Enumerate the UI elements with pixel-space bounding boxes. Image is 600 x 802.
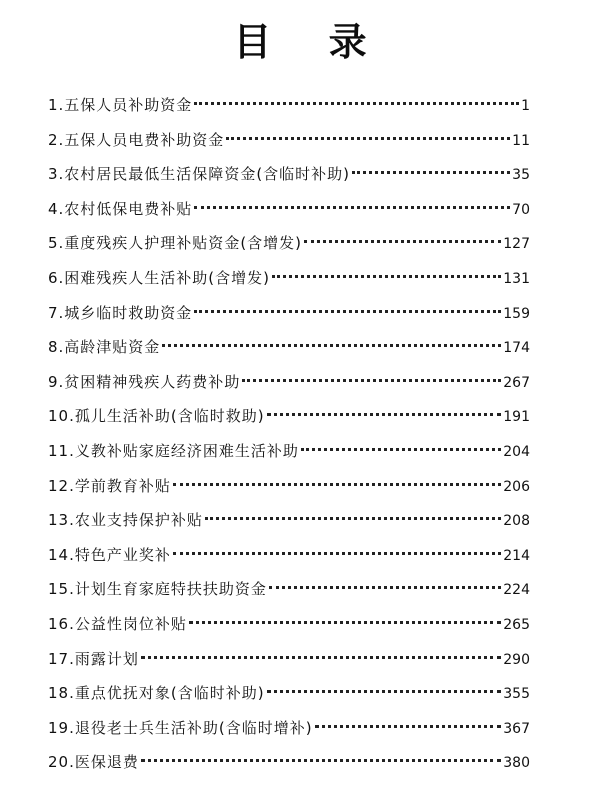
toc-entry-label: 9.贫困精神残疾人药费补助	[48, 372, 241, 391]
toc-entry-label: 19.退役老士兵生活补助(含临时增补)	[48, 718, 313, 737]
toc-entry	[48, 303, 530, 338]
toc-entry	[48, 649, 530, 684]
toc-leader-dots	[205, 517, 501, 520]
toc-leader-dots	[267, 413, 502, 416]
toc-leader-dots	[352, 171, 510, 174]
toc-entry	[48, 406, 530, 441]
table-of-contents	[48, 95, 530, 787]
toc-entry-page-number: 208	[503, 513, 530, 530]
toc-entry-page-number: 159	[503, 305, 530, 322]
toc-entry	[48, 164, 530, 199]
toc-entry-label: 13.农业支持保护补贴	[48, 511, 203, 530]
toc-entry-page-number: 1	[521, 98, 530, 114]
toc-leader-dots	[173, 552, 501, 555]
toc-entry	[48, 718, 530, 753]
page-title: 目 录	[233, 20, 389, 64]
toc-entry	[48, 268, 530, 303]
toc-entry-label: 5.重度残疾人护理补贴资金(含增发)	[48, 234, 303, 253]
toc-entry-label: 2.五保人员电费补助资金	[48, 130, 225, 149]
toc-entry-page-number: 70	[512, 201, 530, 218]
toc-leader-dots	[194, 310, 501, 313]
toc-leader-dots	[189, 621, 501, 624]
toc-leader-dots	[173, 483, 501, 486]
toc-entry-page-number: 290	[503, 651, 530, 668]
toc-entry-page-number: 35	[512, 167, 530, 184]
toc-entry-label: 8.高龄津贴资金	[48, 338, 161, 357]
toc-entry-label: 1.五保人员补助资金	[48, 96, 193, 114]
toc-entry	[48, 233, 530, 268]
toc-leader-dots	[194, 206, 510, 209]
toc-leader-dots	[272, 275, 501, 278]
toc-leader-dots	[304, 240, 501, 243]
toc-leader-dots	[226, 137, 510, 140]
toc-entry	[48, 476, 530, 511]
toc-entry	[48, 579, 530, 614]
toc-leader-dots	[194, 102, 519, 105]
toc-entry	[48, 510, 530, 545]
toc-entry-page-number: 174	[503, 340, 530, 357]
toc-entry	[48, 337, 530, 372]
toc-entry	[48, 199, 530, 234]
toc-entry-label: 7.城乡临时救助资金	[48, 303, 193, 322]
toc-entry-label: 4.农村低保电费补贴	[48, 199, 193, 218]
toc-entry	[48, 752, 530, 787]
toc-entry-label: 20.医保退费	[48, 753, 139, 772]
toc-leader-dots	[267, 690, 502, 693]
toc-entry-label: 17.雨露计划	[48, 649, 139, 668]
toc-entry-page-number: 191	[503, 409, 530, 426]
toc-entry	[48, 683, 530, 718]
toc-entry-page-number: 206	[503, 478, 530, 495]
toc-entry-page-number: 11	[512, 132, 530, 149]
toc-entry-page-number: 380	[503, 755, 530, 772]
toc-entry-page-number: 224	[503, 582, 530, 599]
toc-entry-page-number: 214	[503, 547, 530, 564]
toc-leader-dots	[301, 448, 501, 451]
toc-entry-page-number: 265	[503, 616, 530, 633]
toc-leader-dots	[269, 586, 501, 589]
toc-entry	[48, 545, 530, 580]
toc-entry-page-number: 267	[503, 374, 530, 391]
toc-leader-dots	[315, 725, 502, 728]
toc-entry	[48, 372, 530, 407]
toc-entry	[48, 130, 530, 165]
toc-entry-label: 16.公益性岗位补贴	[48, 614, 187, 633]
toc-entry-label: 6.困难残疾人生活补助(含增发)	[48, 268, 271, 287]
toc-entry-page-number: 367	[503, 720, 530, 737]
toc-entry-label: 14.特色产业奖补	[48, 545, 171, 564]
toc-leader-dots	[242, 379, 501, 382]
toc-entry-page-number: 127	[503, 236, 530, 253]
toc-entry-page-number: 355	[503, 686, 530, 703]
toc-entry-label: 3.农村居民最低生活保障资金(含临时补助)	[48, 165, 351, 184]
toc-entry-label: 12.学前教育补贴	[48, 476, 171, 495]
toc-entry-label: 18.重点优抚对象(含临时补助)	[48, 684, 265, 703]
toc-leader-dots	[141, 656, 501, 659]
toc-leader-dots	[141, 759, 501, 762]
toc-entry-label: 11.义教补贴家庭经济困难生活补助	[48, 441, 299, 460]
toc-entry	[48, 614, 530, 649]
toc-entry	[48, 441, 530, 476]
toc-entry-label: 10.孤儿生活补助(含临时救助)	[48, 407, 265, 426]
toc-entry	[48, 95, 530, 130]
toc-entry-page-number: 131	[503, 270, 530, 287]
toc-entry-page-number: 204	[503, 443, 530, 460]
toc-entry-label: 15.计划生育家庭特扶扶助资金	[48, 580, 267, 599]
toc-leader-dots	[162, 344, 501, 347]
